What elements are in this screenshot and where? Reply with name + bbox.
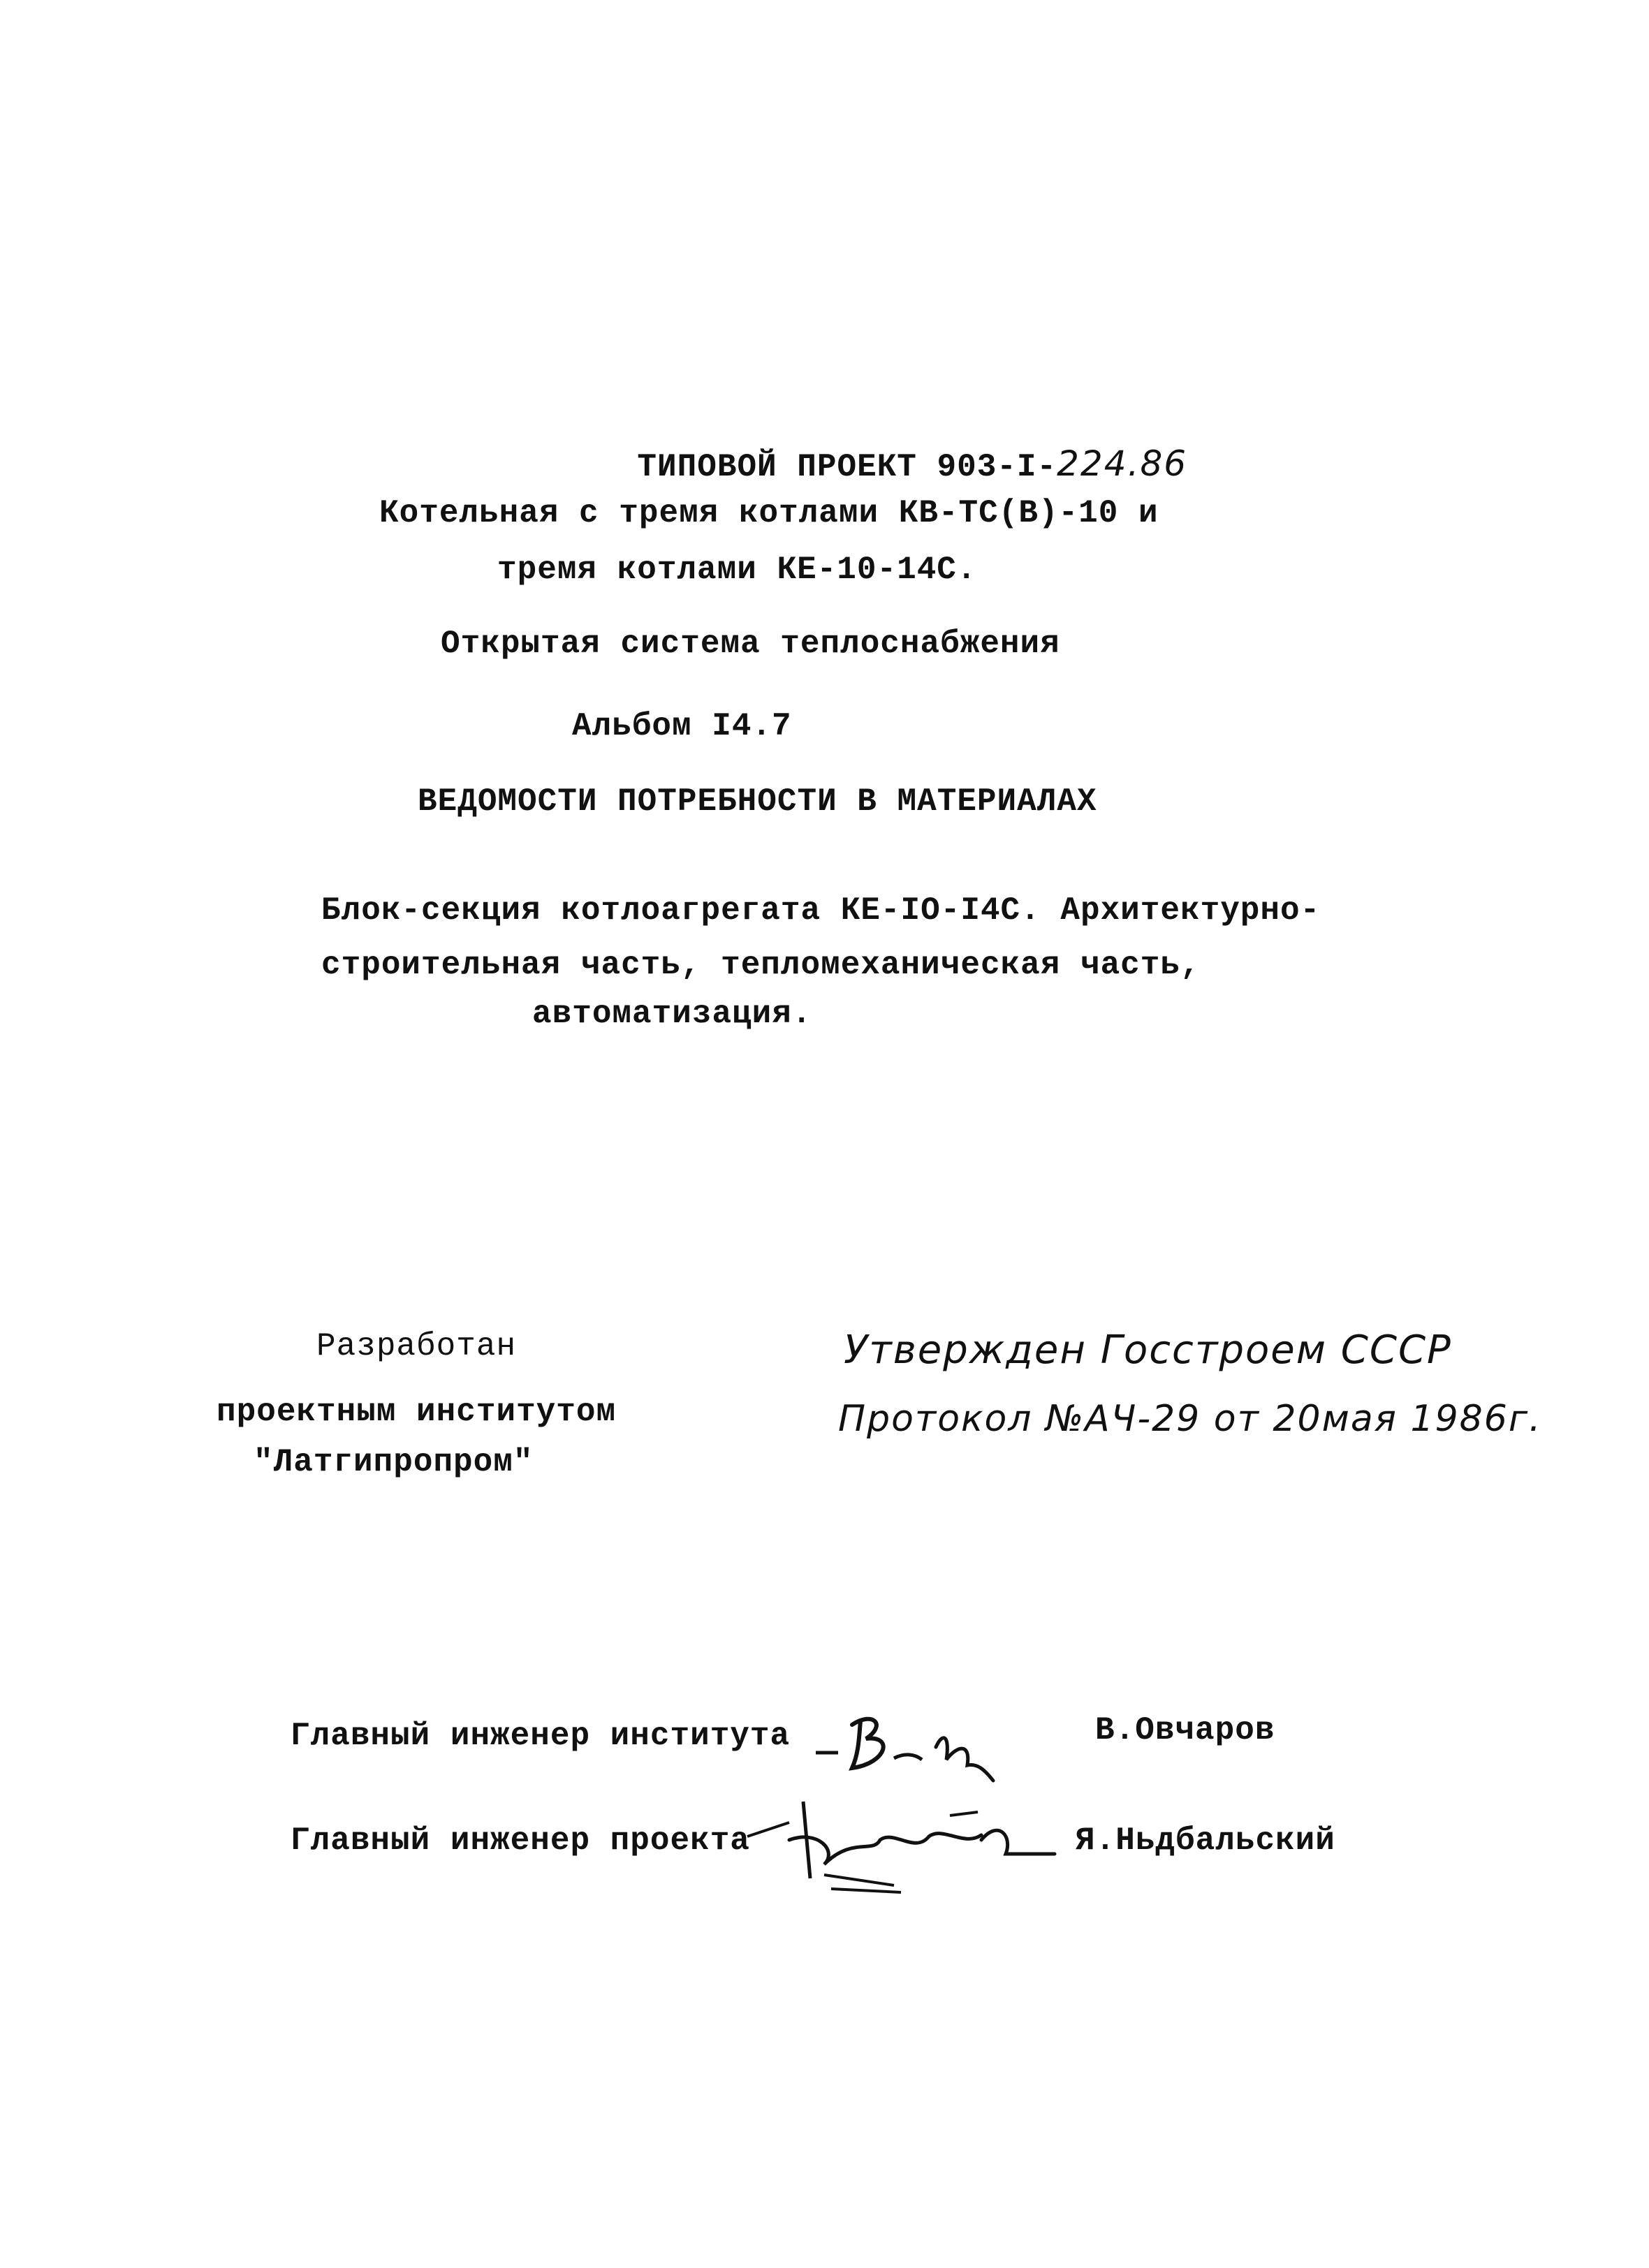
developer-line-2: проектным институтом xyxy=(217,1394,617,1430)
signature-name-1: В.Овчаров xyxy=(1095,1712,1275,1748)
approval-line-2: Протокол №АЧ-29 от 20мая 1986г. xyxy=(838,1398,1542,1440)
signature-name-2: Я.Ньдбальский xyxy=(1076,1822,1335,1859)
signature-role-1: Главный инженер института xyxy=(291,1718,791,1754)
developer-line-1: Разработан xyxy=(316,1328,517,1364)
approval-line-1: Утвержден Госстроем СССР xyxy=(844,1327,1452,1373)
heating-system: Открытая система теплоснабжения xyxy=(441,626,1060,662)
description-line-3: автоматизация. xyxy=(532,996,812,1032)
project-name-line-2: тремя котлами КЕ-10-14С. xyxy=(497,552,977,588)
project-prefix: ТИПОВОЙ ПРОЕКТ 903-I- xyxy=(637,449,1057,485)
album-number: Альбом I4.7 xyxy=(572,708,792,744)
developer-line-3: "Латгипропром" xyxy=(254,1444,534,1480)
description-line-2: строительная часть, тепломеханическая часть, xyxy=(321,947,1201,983)
section-title: ВЕДОМОСТИ ПОТРЕБНОСТИ В МАТЕРИАЛАХ xyxy=(418,783,1097,820)
signature-2-image xyxy=(740,1788,1062,1899)
project-name-line-1: Котельная с тремя котлами КВ-ТС(В)-10 и xyxy=(379,495,1159,531)
signature-role-2: Главный инженер проекта xyxy=(291,1822,750,1859)
signature-1-image xyxy=(810,1704,1027,1795)
description-line-1: Блок-секция котлоагрегата КЕ-IO-I4С. Архитектурно- xyxy=(321,892,1321,929)
project-number: 224.86 xyxy=(1057,443,1188,484)
